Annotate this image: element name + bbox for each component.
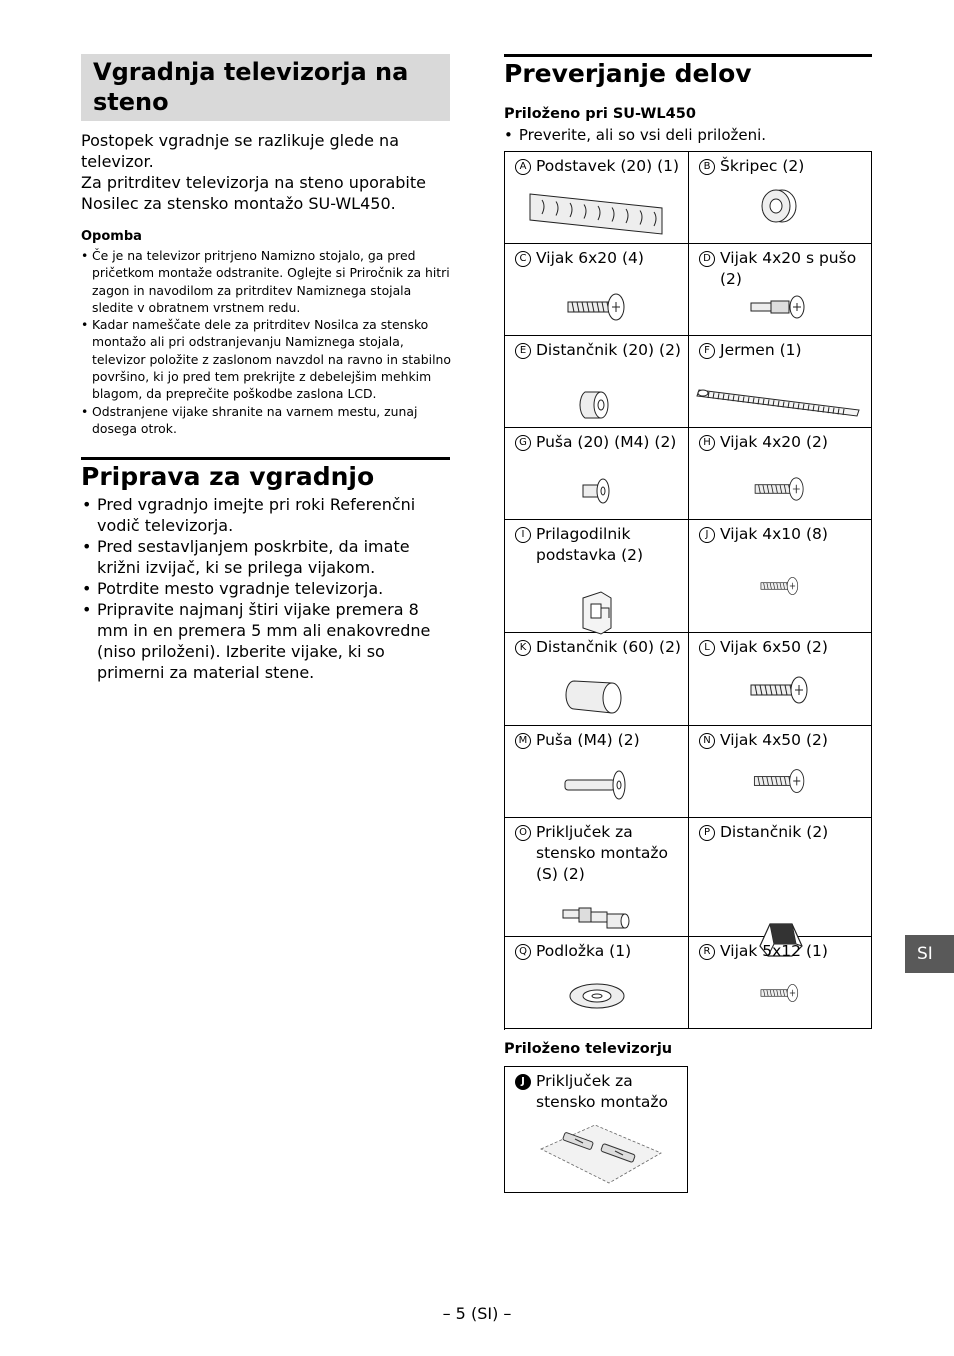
- subheading-included-tv: Priloženo televizorju: [504, 1041, 673, 1057]
- intro-paragraph-2: Za pritrditev televizorja na steno uporabite Nosilec za stensko montažo SU-WL450.: [81, 173, 426, 213]
- screw-icon: [689, 572, 871, 604]
- section-rule: [81, 457, 450, 460]
- part-letter: L: [699, 640, 715, 656]
- part-letter: F: [699, 343, 715, 359]
- preparation-item: • Pripravite najmanj štiri vijake premera 8 mm in en premera 5 mm ali enakovredne (niso priloženi). Izberite vijake, ki so primerni za material stene.: [81, 599, 453, 683]
- part-letter: J: [699, 527, 715, 543]
- part-letter: Q: [515, 944, 531, 960]
- spacer-icon: [505, 384, 688, 428]
- part-label: Distančnik (2): [720, 823, 829, 841]
- mount-connector-icon: [505, 902, 688, 940]
- part-label: Prilagodilnik podstavka (2): [536, 525, 644, 564]
- parts-cell-n: [689, 726, 872, 818]
- parts-cell-f: [689, 336, 872, 428]
- parts-cell-q: [505, 937, 689, 1029]
- parts-cell-a: [505, 152, 689, 244]
- section-title-preverjanje: Preverjanje delov: [504, 59, 752, 88]
- parts-cell-l: [689, 633, 872, 726]
- part-letter: M: [515, 733, 531, 749]
- parts-cell-e: [505, 336, 689, 428]
- section-rule: [504, 54, 872, 57]
- part-letter: R: [699, 944, 715, 960]
- page-number: – 5 (SI) –: [442, 1304, 512, 1323]
- pulley-icon: [689, 186, 871, 230]
- part-label: Podložka (1): [536, 942, 632, 960]
- parts-table: [504, 151, 872, 1030]
- part-label: Priključek za stensko montažo (S) (2): [536, 823, 669, 883]
- part-label: Puša (20) (M4) (2): [536, 433, 677, 451]
- part-letter: I: [515, 527, 531, 543]
- note-list: [81, 247, 453, 437]
- part-letter: C: [515, 251, 531, 267]
- part-letter: G: [515, 435, 531, 451]
- bracket-plate-icon: [505, 186, 688, 246]
- parts-cell-k: [505, 633, 689, 726]
- parts-cell-c: [505, 244, 689, 336]
- part-letter: E: [515, 343, 531, 359]
- sleeve-icon: [505, 474, 688, 512]
- parts-cell-g: [505, 428, 689, 520]
- note-item: • Če je na televizor pritrjeno Namizno stojalo, ga pred pričetkom montaže odstranite. Oglejte si Priročnik za hitri zagon in navodilom za pritrditev Namiznega stojala sledite v obratnem vrstnem redu.: [81, 247, 453, 316]
- parts-cell-h: [689, 428, 872, 520]
- parts-cell-b: [689, 152, 872, 244]
- screw-icon: [689, 673, 871, 711]
- belt-icon: [689, 384, 871, 428]
- parts-cell-r: [689, 937, 872, 1029]
- screw-icon: [689, 979, 871, 1011]
- part-letter: A: [515, 159, 531, 175]
- part-label: Vijak 6x20 (4): [536, 249, 644, 267]
- bagged-connectors-icon: [535, 1119, 665, 1189]
- part-letter: N: [699, 733, 715, 749]
- language-tab: SI: [905, 935, 954, 973]
- washer-icon: [505, 979, 688, 1017]
- part-label: Puša (M4) (2): [536, 731, 640, 749]
- part-letter: J: [515, 1074, 531, 1090]
- part-letter: O: [515, 825, 531, 841]
- preparation-list: [81, 494, 453, 683]
- screw-icon: [689, 766, 871, 800]
- subheading-included-su-wl450: Priloženo pri SU-WL450: [504, 106, 696, 122]
- long-spacer-icon: [505, 673, 688, 723]
- part-letter: K: [515, 640, 531, 656]
- parts-cell-j: [689, 520, 872, 633]
- parts-cell-m: [505, 726, 689, 818]
- part-letter: B: [699, 159, 715, 175]
- part-label: Priključek za stensko montažo: [536, 1072, 669, 1111]
- part-letter: D: [699, 251, 715, 267]
- part-label: Škripec (2): [720, 157, 805, 175]
- section-title-vgradnja: Vgradnja televizorja na steno: [81, 54, 450, 121]
- parts-cell-d: [689, 244, 872, 336]
- part-label: Vijak 4x20 s pušo (2): [720, 249, 857, 288]
- long-sleeve-icon: [505, 766, 688, 810]
- note-item: • Odstranjene vijake shranite na varnem mestu, zunaj dosega otrok.: [81, 403, 453, 438]
- parts-cell-tv-connector: [504, 1066, 688, 1193]
- parts-cell-p: [689, 818, 872, 937]
- part-label: Distančnik (20) (2): [536, 341, 681, 359]
- screw-icon: [689, 474, 871, 508]
- preparation-item: • Pred sestavljanjem poskrbite, da imate križni izvijač, ki se prilega vijakom.: [81, 536, 453, 578]
- part-label: Vijak 5x12 (1): [720, 942, 828, 960]
- part-label: Vijak 4x50 (2): [720, 731, 828, 749]
- parts-cell-i: [505, 520, 689, 633]
- intro-text: [81, 130, 453, 214]
- section-title-priprava: Priprava za vgradnjo: [81, 462, 375, 491]
- note-title: Opomba: [81, 229, 142, 244]
- part-label: Jermen (1): [720, 341, 802, 359]
- part-letter: P: [699, 825, 715, 841]
- screw-icon: [505, 290, 688, 328]
- part-label: Vijak 4x10 (8): [720, 525, 828, 543]
- check-note: • Preverite, ali so vsi deli priloženi.: [504, 126, 767, 144]
- part-label: Vijak 4x20 (2): [720, 433, 828, 451]
- part-label: Podstavek (20) (1): [536, 157, 680, 175]
- part-label: Distančnik (60) (2): [536, 638, 681, 656]
- preparation-item: • Pred vgradnjo imejte pri roki Referenčni vodič televizorja.: [81, 494, 453, 536]
- part-label: Vijak 6x50 (2): [720, 638, 828, 656]
- intro-paragraph-1: Postopek vgradnje se razlikuje glede na televizor.: [81, 131, 399, 171]
- screw-with-sleeve-icon: [689, 290, 871, 328]
- check-note-text: Preverite, ali so vsi deli priloženi.: [518, 126, 767, 144]
- preparation-item: • Potrdite mesto vgradnje televizorja.: [81, 578, 453, 599]
- part-letter: H: [699, 435, 715, 451]
- parts-cell-o: [505, 818, 689, 937]
- note-item: • Kadar nameščate dele za pritrditev Nosilca za stensko montažo ali pri odstranjevanju Namiznega stojala, televizor položite z zaslonom navzdol na ravno in stabilno površino, ki jo pred tem prekrijte z debelejšim mehkim blagom, da preprečite poškodbe zaslona LCD.: [81, 316, 453, 402]
